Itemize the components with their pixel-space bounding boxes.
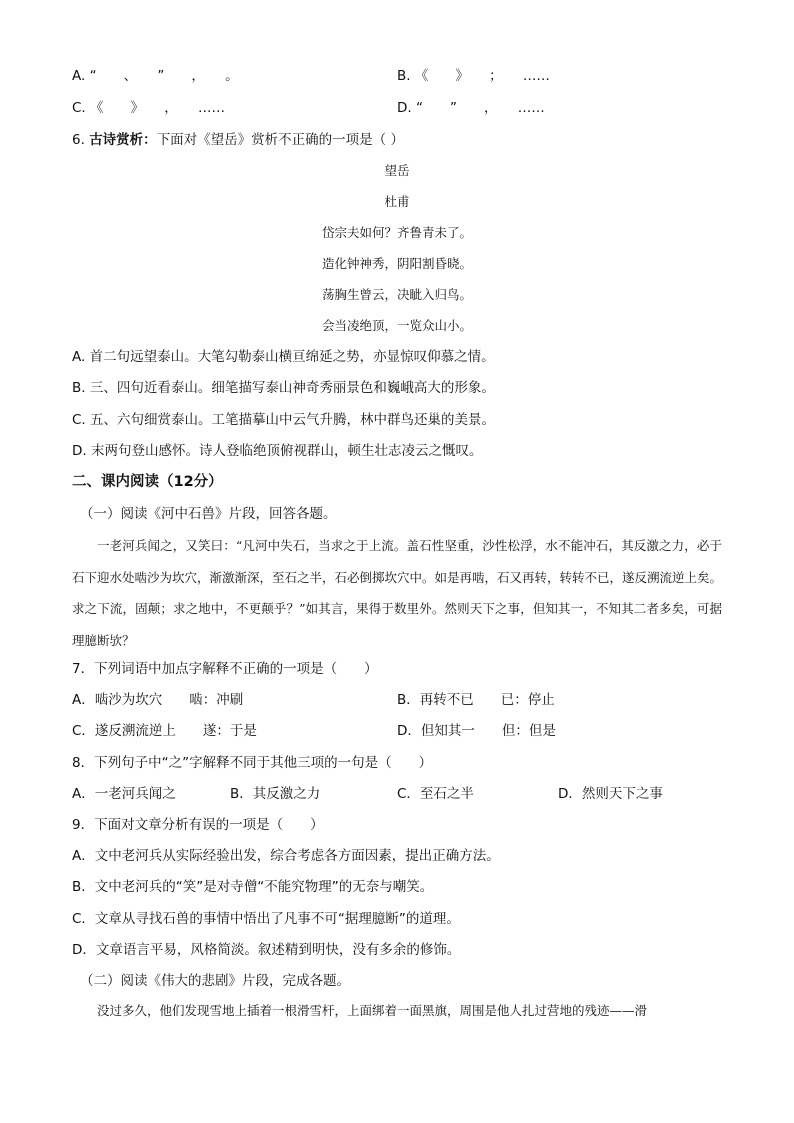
q8-option-d: D．然则天下之事 xyxy=(558,786,663,802)
q7-option-b: B．再转不已 已：停止 xyxy=(397,692,555,708)
q7-option-c: C．遂反溯流逆上 遂：于是 xyxy=(72,723,257,739)
q9-option-d: D．文章语言平易，风格简淡。叙述精到明快，没有多余的修饰。 xyxy=(72,942,461,958)
passage-hezhongshishou xyxy=(72,530,722,656)
q9-option-b: B．文中老河兵的“笑”是对寺僧“不能究物理”的无奈与嘲笑。 xyxy=(72,879,434,895)
q5-option-a: A. “ 、 ” ， 。 xyxy=(72,68,239,84)
q6-number: 6. xyxy=(72,132,85,148)
part2-title: （二）阅读《伟大的悲剧》片段，完成各题。 xyxy=(80,973,350,989)
section-heading: 二、课内阅读（12分） xyxy=(72,474,223,490)
passage-text: 一老河兵闻之，又笑曰：“凡河中失石，当求之于上流。盖石性坚重，沙性松浮，水不能冲石，其反激之力，必于石下迎水处啮沙为坎穴，渐激渐深，至石之半，石必倒掷坎穴中。如是再啮，石又再转，转转不已，遂反溯流逆上矣。求之下流，固颠；求之地中，不更颠乎？”如其言，果得于数里外。然则天下之事，但知其一，不知其二者多矣，可据理臆断欤？ xyxy=(72,538,723,648)
q5-option-d: D. “ ” ， …… xyxy=(397,100,545,116)
q8-option-b: B．其反激之力 xyxy=(230,786,321,802)
poem-line: 岱宗夫如何？齐鲁青未了。 xyxy=(321,225,472,240)
passage2-first-line: 没过多久，他们发现雪地上插着一根滑雪杆，上面绑着一面黑旗，周围是他人扎过营地的残迹——滑 xyxy=(97,1003,648,1018)
q6-option-d: D. 末两句登山感怀。诗人登临绝顶俯视群山，顿生壮志凌云之慨叹。 xyxy=(72,443,483,459)
q6-option-c: C. 五、六句细赏泰山。工笔描摹山中云气升腾，林中群鸟还巢的美景。 xyxy=(72,412,496,428)
q7-option-a: A．啮沙为坎穴 啮：冲刷 xyxy=(72,692,244,708)
q6-label: 古诗赏析： xyxy=(89,132,157,148)
poem-line: 荡胸生曾云，决眦入归鸟。 xyxy=(321,287,472,302)
q6-option-b: B. 三、四句近看泰山。细笔描写泰山神奇秀丽景色和巍峨高大的形象。 xyxy=(72,380,495,396)
q8-stem: 8．下列句子中“之”字解释不同于其他三项的一句是（ ） xyxy=(72,755,433,771)
poem-line: 造化钟神秀，阴阳割昏晓。 xyxy=(321,256,472,271)
q8-option-a: A．一老河兵闻之 xyxy=(72,786,176,802)
q8-option-c: C．至石之半 xyxy=(397,786,474,802)
q9-stem: 9．下面对文章分析有误的一项是（ ） xyxy=(72,817,324,833)
poem-line: 会当凌绝顶，一览众山小。 xyxy=(321,318,472,333)
q5-option-b: B. 《 》 ； …… xyxy=(397,68,550,84)
poem-title: 望岳 xyxy=(384,163,410,178)
q6-stem: 下面对《望岳》赏析不正确的一项是（ ） xyxy=(156,132,404,148)
q6-stem-line xyxy=(72,130,404,150)
poem-author: 杜甫 xyxy=(384,194,410,209)
q9-option-a: A．文中老河兵从实际经验出发，综合考虑各方面因素，提出正确方法。 xyxy=(72,848,500,864)
part1-title: （一）阅读《河中石兽》片段，回答各题。 xyxy=(80,506,337,522)
q9-option-c: C．文章从寻找石兽的事情中悟出了凡事不可“据理臆断”的道理。 xyxy=(72,911,460,927)
q5-option-c: C. 《 》 ， …… xyxy=(72,100,226,116)
q7-stem: 7．下列词语中加点字解释不正确的一项是（ ） xyxy=(72,661,378,677)
q7-option-d: D．但知其一 但：但是 xyxy=(397,723,556,739)
q6-option-a: A. 首二句远望泰山。大笔勾勒泰山横亘绵延之势，亦显惊叹仰慕之情。 xyxy=(72,349,495,365)
